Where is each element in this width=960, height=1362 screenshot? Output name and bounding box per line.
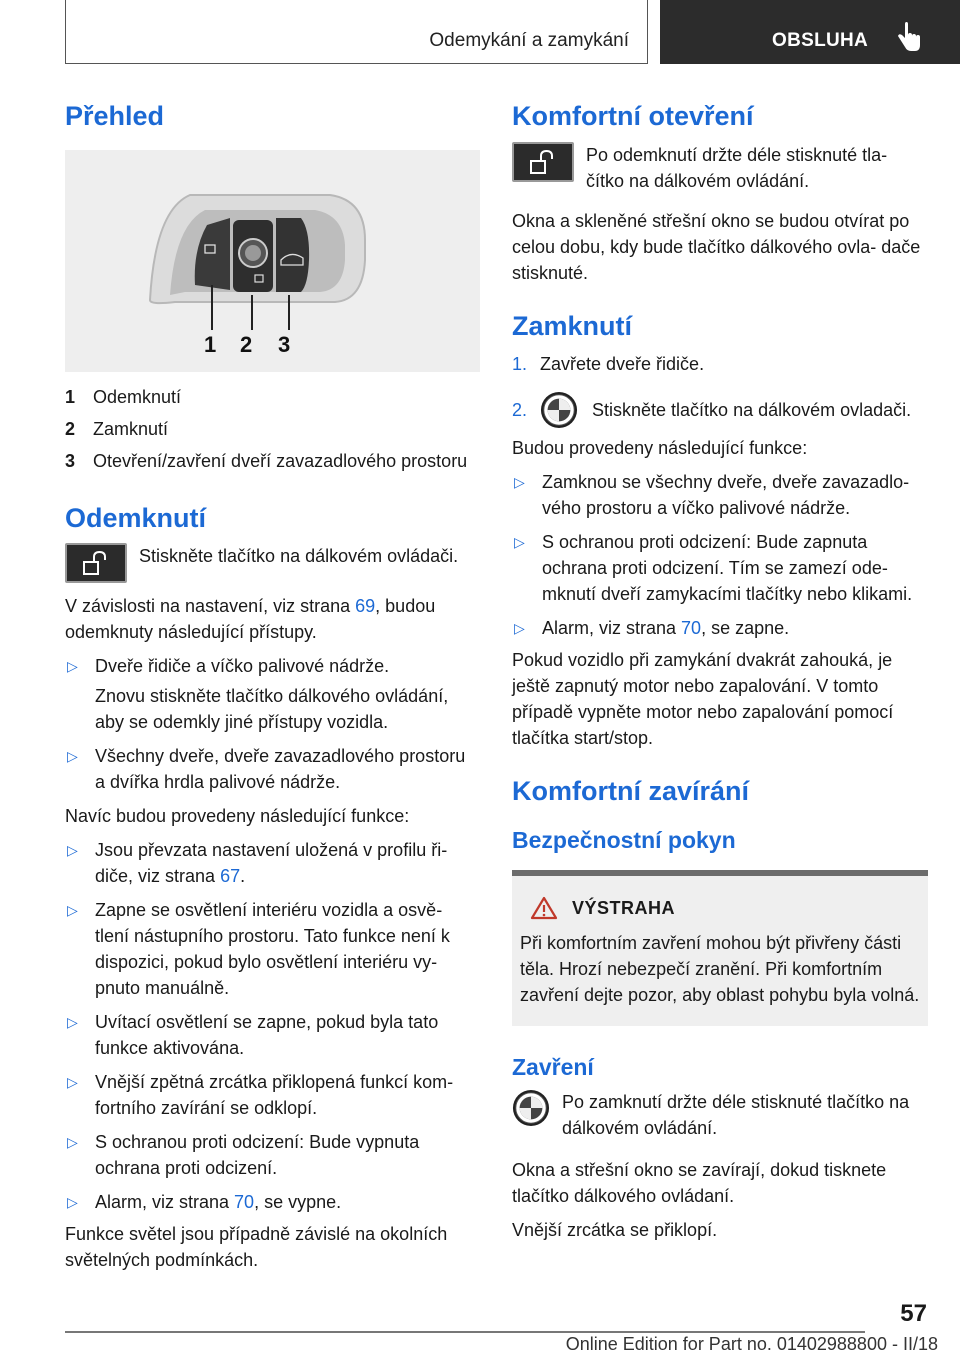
step-item xyxy=(512,391,928,429)
legend-text: Otevření/zavření dveří zavazadlového prostoru xyxy=(93,451,468,472)
left-column xyxy=(65,100,480,1273)
edition-info: Online Edition for Part no. 01402988800 - II/18 xyxy=(565,1334,938,1354)
page-link[interactable]: 70 xyxy=(681,617,702,638)
lock-note: Pokud vozidlo při zamykání dvakrát zahouká, je ještě zapnutý motor nebo zapalování. V tomto případě vypněte motor nebo zapalování pomocí tlačítka start/stop. xyxy=(512,649,894,748)
close-instruction xyxy=(512,1089,928,1141)
header-section-box xyxy=(65,0,648,64)
lock-also-text: Budou provedeny následující funkce: xyxy=(512,437,808,458)
legend-item xyxy=(65,448,480,474)
pointing-hand-icon xyxy=(896,22,922,54)
list-item-text: Zapne se osvětlení interiéru vozidla a osvě‐ tlení nástupního prostoru. Tato funkce není k dispozici, pokud bylo osvětlení interiéru vy‐ pnuto manuálně. xyxy=(95,899,450,998)
lock-steps xyxy=(512,351,928,429)
triangle-bullet-icon: ▷ xyxy=(67,657,78,674)
page-link[interactable]: 69 xyxy=(355,595,376,616)
step-text: Zavřete dveře řidiče. xyxy=(540,353,705,374)
legend-number: 1 xyxy=(65,387,76,408)
list-item-text: Alarm, viz strana xyxy=(95,1191,235,1212)
lock-title: Zamknutí xyxy=(512,311,633,342)
list-item xyxy=(65,1189,480,1215)
warning-triangle-icon xyxy=(530,896,558,920)
triangle-bullet-icon: ▷ xyxy=(67,1193,78,1210)
warning-heading xyxy=(520,896,920,920)
comfort-close-title: Komfortní zavírání xyxy=(512,775,750,806)
legend-item xyxy=(65,384,480,410)
close-title: Zavření xyxy=(512,1054,594,1081)
triangle-bullet-icon: ▷ xyxy=(514,619,525,636)
comfort-open-text: Okna a skleněné střešní okno se budou otvírat po celou dobu, kdy bude tlačítko dálkového ovla‐ dače stisknuté. xyxy=(512,211,921,284)
list-item-text: S ochranou proti odcizení: Bude vypnuta ochrana proti odcizení. xyxy=(95,1131,420,1178)
unlock-icon-text: Stiskněte tlačítko na dálkovém ovládači. xyxy=(139,545,459,566)
list-item xyxy=(65,837,480,889)
unlock-functions-list xyxy=(65,837,480,1215)
warning-text: Při komfortním zavření mohou být přivřeny části těla. Hrozí nebezpečí zranění. Při komfortním zavření dejte pozor, aby oblast pohybu byla volná. xyxy=(520,933,920,1006)
list-item-text: Alarm, viz strana xyxy=(542,617,682,638)
list-item xyxy=(65,743,480,795)
overview-title: Přehled xyxy=(65,101,165,131)
list-item-text: , se zapne. xyxy=(701,617,790,638)
header-chapter-title: OBSLUHA xyxy=(772,30,869,51)
list-item xyxy=(65,1069,480,1121)
legend-text: Odemknutí xyxy=(93,387,182,408)
legend-number: 2 xyxy=(65,419,76,440)
safety-note-title: Bezpečnostní pokyn xyxy=(512,827,736,854)
unlock-button-icon xyxy=(65,543,127,583)
triangle-bullet-icon: ▷ xyxy=(67,1133,78,1150)
warning-box xyxy=(512,870,928,1026)
footer-divider xyxy=(65,1331,865,1333)
unlock-access-list xyxy=(65,653,480,795)
step-item xyxy=(512,351,928,377)
step-text: Stiskněte tlačítko na dálkovém ovladači. xyxy=(592,399,912,420)
unlock-button-icon xyxy=(512,142,574,182)
list-item-text: , se vypne. xyxy=(254,1191,342,1212)
warning-label: VÝSTRAHA xyxy=(572,897,676,918)
header-section-title: Odemykání a zamykání xyxy=(429,30,629,51)
image-label-3: 3 xyxy=(278,332,291,358)
list-item-text: Všechny dveře, dveře zavazadlového prostoru a dvířka hrdla palivové nádrže. xyxy=(95,745,466,792)
comfort-open-instruction xyxy=(512,142,928,194)
image-label-2: 2 xyxy=(240,332,253,358)
list-item xyxy=(512,615,928,641)
unlock-instruction xyxy=(65,543,480,583)
list-item xyxy=(65,897,480,1001)
image-label-1: 1 xyxy=(204,332,217,358)
list-item xyxy=(65,1129,480,1181)
unlock-intro-text: V závislosti na nastavení, viz strana xyxy=(65,595,356,616)
list-item-text: Uvítací osvětlení se zapne, pokud byla tato funkce aktivována. xyxy=(95,1011,439,1058)
comfort-open-title: Komfortní otevření xyxy=(512,101,754,131)
list-item xyxy=(65,1009,480,1061)
list-item-text: . xyxy=(240,865,246,886)
list-item xyxy=(65,653,480,679)
unlock-intro-text: , budou odemknuty následující přístupy. xyxy=(65,595,436,642)
bmw-logo-button-icon xyxy=(512,1089,550,1127)
unlock-also-text: Navíc budou provedeny následující funkce: xyxy=(65,805,410,826)
list-item-text: Znovu stiskněte tlačítko dálkového ovládání, aby se odemkly jiné přístupy vozidla. xyxy=(95,685,449,732)
list-item-text: S ochranou proti odcizení: Bude zapnuta ochrana proti odcizení. Tím se zamezí ode‐ mknutí dveří zamykacími tlačítky nebo klikami. xyxy=(542,531,913,604)
unlock-intro xyxy=(65,593,480,645)
close-text: Okna a střešní okno se zavírají, dokud tisknete tlačítko dálkového ovládaní. xyxy=(512,1160,887,1207)
triangle-bullet-icon: ▷ xyxy=(67,1013,78,1030)
triangle-bullet-icon: ▷ xyxy=(67,1073,78,1090)
list-item-text: Dveře řidiče a víčko palivové nádrže. xyxy=(95,655,390,676)
light-functions-note: Funkce světel jsou případně závislé na okolních světelných podmínkách. xyxy=(65,1223,448,1270)
image-legend xyxy=(65,384,480,474)
triangle-bullet-icon: ▷ xyxy=(67,901,78,918)
legend-text: Zamknutí xyxy=(93,419,169,440)
unlock-title: Odemknutí xyxy=(65,503,207,534)
list-item-text: Zamknou se všechny dveře, dveře zavazadlo‐ vého prostoru a víčko palivové nádrže. xyxy=(542,471,910,518)
list-item-text: Jsou převzata nastavení uložená v profilu ři‐ diče, viz strana xyxy=(95,839,448,886)
page-link[interactable]: 70 xyxy=(234,1191,255,1212)
lock-functions-list xyxy=(512,469,928,641)
mirror-text: Vnější zrcátka se přiklopí. xyxy=(512,1220,718,1241)
step-number: 1. xyxy=(512,353,528,374)
list-item-text: Vnější zpětná zrcátka přiklopená funkcí kom‐ fortního zavírání se odklopí. xyxy=(95,1071,454,1118)
legend-item xyxy=(65,416,480,442)
legend-number: 3 xyxy=(65,451,76,472)
triangle-bullet-icon: ▷ xyxy=(514,533,525,550)
step-number: 2. xyxy=(512,399,528,420)
triangle-bullet-icon: ▷ xyxy=(514,473,525,490)
triangle-bullet-icon: ▷ xyxy=(67,747,78,764)
comfort-open-icon-text: Po odemknutí držte déle stisknuté tla‐ čítko na dálkovém ovládání. xyxy=(586,145,888,192)
close-icon-text: Po zamknutí držte déle stisknuté tlačítko na dálkovém ovládání. xyxy=(562,1092,910,1139)
page-link[interactable]: 67 xyxy=(220,865,241,886)
list-item-continuation xyxy=(65,683,480,735)
triangle-bullet-icon: ▷ xyxy=(67,841,78,858)
remote-key-illustration xyxy=(65,150,480,372)
page-number: 57 xyxy=(900,1300,927,1327)
right-column xyxy=(512,100,928,1243)
bmw-logo-button-icon xyxy=(540,391,578,429)
remote-key-image xyxy=(65,150,480,372)
header-chapter-box xyxy=(660,0,960,64)
list-item xyxy=(512,469,928,521)
list-item xyxy=(512,529,928,607)
